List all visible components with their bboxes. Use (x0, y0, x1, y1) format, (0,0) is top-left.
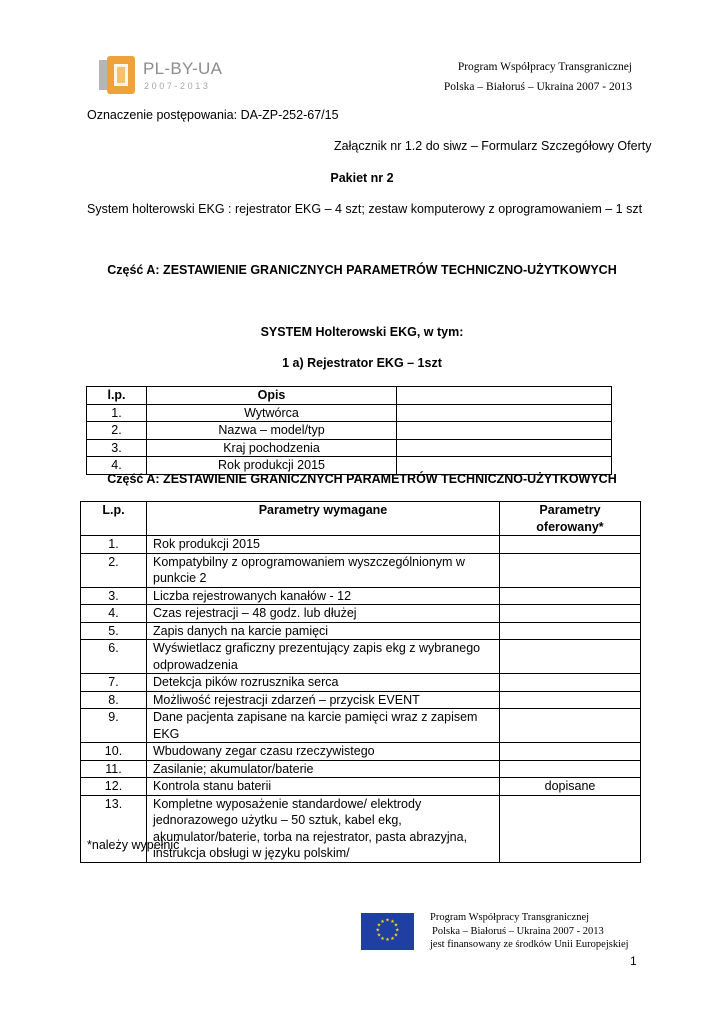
row-parameter (147, 795, 500, 862)
row-parameter: Dane pacjenta zapisane na karcie pamięci wraz z zapisem EKG (147, 709, 500, 743)
row-number: 4. (81, 605, 147, 623)
row-number: 3. (87, 439, 147, 457)
svg-text:★: ★ (390, 918, 395, 925)
row-parameter: Detekcja pików rozrusznika serca (147, 674, 500, 692)
header-required-params: Parametry wymagane (147, 502, 500, 536)
table-header-row (81, 502, 641, 536)
row-offered-cell[interactable] (500, 587, 641, 605)
row-offered-cell[interactable] (500, 640, 641, 674)
logo-years: 2007-2013 (144, 81, 211, 91)
logo-icon (99, 56, 135, 94)
row-number: 9. (81, 709, 147, 743)
row-number: 3. (81, 587, 147, 605)
row-parameter-line: Wyświetlacz graficzny prezentujący zapis ekg z wybranego (153, 641, 481, 655)
part-a-title: Część A: ZESTAWIENIE GRANICZNYCH PARAMETRÓW TECHNICZNO-UŻYTKOWYCH (107, 263, 617, 277)
row-offered-cell[interactable] (500, 622, 641, 640)
row-offered-cell[interactable] (500, 743, 641, 761)
table-row (81, 674, 641, 692)
row-parameter-line: Kompletne wyposażenie standardowe/ elektrody (153, 796, 422, 811)
table-row (81, 605, 641, 623)
row-value-cell[interactable] (397, 422, 612, 440)
row-offered-cell[interactable] (500, 691, 641, 709)
table-row (87, 439, 612, 457)
svg-text:★: ★ (380, 935, 385, 942)
row-description: Nazwa – model/typ (147, 422, 397, 440)
program-logo (99, 56, 229, 96)
row-value-cell[interactable] (397, 439, 612, 457)
row-number: 10. (81, 743, 147, 761)
row-parameter-line: punkcie 2 (153, 571, 207, 585)
logo-name: PL-BY-UA (143, 59, 223, 78)
row-parameter: Zasilanie; akumulator/baterie (147, 760, 500, 778)
header-lp: l.p. (87, 387, 147, 405)
fill-in-note: *należy wypełnić (87, 838, 180, 852)
eu-stars (361, 913, 414, 950)
row-parameter-line: jednorazowego użytku – 50 sztuk, kabel ekg, (153, 813, 402, 827)
svg-text:★: ★ (393, 932, 399, 939)
table-row (81, 536, 641, 554)
eu-flag-icon (361, 913, 414, 950)
recorder-title: 1 a) Rejestrator EKG – 1szt (282, 356, 442, 370)
header-value (397, 387, 612, 405)
row-parameter (147, 553, 500, 587)
row-offered-cell[interactable] (500, 795, 641, 862)
row-offered-cell[interactable] (500, 674, 641, 692)
row-number: 1. (81, 536, 147, 554)
svg-text:★: ★ (385, 937, 390, 944)
row-parameter: Rok produkcji 2015 (147, 536, 500, 554)
row-description: Wytwórca (147, 404, 397, 422)
svg-text:★: ★ (375, 927, 380, 934)
svg-text:★: ★ (393, 922, 399, 929)
header-offered-line-1: Parametry (539, 503, 601, 517)
row-parameter: Kontrola stanu baterii (147, 778, 500, 796)
program-line-2: Polska – Białoruś – Ukraina 2007 - 2013 (443, 81, 632, 93)
header-lp: L.p. (81, 502, 147, 536)
row-offered-cell[interactable]: dopisane (500, 778, 641, 796)
row-parameter: Zapis danych na karcie pamięci (147, 622, 500, 640)
row-parameter (147, 640, 500, 674)
row-number: 4. (87, 457, 147, 475)
part-a-title-2: Część A: ZESTAWIENIE GRANICZNYCH PARAMETRÓW TECHNICZNO-UŻYTKOWYCH (107, 472, 617, 486)
package-title: Pakiet nr 2 (330, 171, 394, 185)
row-number: 2. (81, 553, 147, 587)
row-offered-cell[interactable] (500, 709, 641, 743)
footer-line-1: Program Współpracy Transgranicznej (430, 912, 590, 923)
row-value-cell[interactable] (397, 404, 612, 422)
svg-text:★: ★ (395, 927, 400, 934)
subject-line: System holterowski EKG : rejestrator EKG – 4 szt; zestaw komputerowy z oprogramowaniem – 1 szt (87, 202, 643, 216)
row-parameter-line: akumulator/baterie, torba na rejestrator, pasta abrazyjna, (153, 829, 468, 844)
row-parameter-line: instrukcja obsługi w języku polskim/ (153, 846, 350, 860)
row-parameter-line: Kompatybilny z oprogramowaniem wyszczególnionym w (153, 554, 465, 569)
header-offered-line-2: oferowany* (536, 519, 604, 534)
row-number: 11. (81, 760, 147, 778)
row-parameter: Możliwość rejestracji zdarzeń – przycisk EVENT (147, 691, 500, 709)
row-parameter: Liczba rejestrowanych kanałów - 12 (147, 587, 500, 605)
program-header (444, 57, 632, 97)
table-row (81, 743, 641, 761)
table-row (81, 778, 641, 796)
table-row (81, 709, 641, 743)
row-number: 2. (87, 422, 147, 440)
table-row (81, 691, 641, 709)
footer-line-2: Polska – Białoruś – Ukraina 2007 - 2013 (432, 925, 604, 937)
procedure-reference: Oznaczenie postępowania: DA-ZP-252-67/15 (87, 108, 339, 122)
row-parameter: Czas rejestracji – 48 godz. lub dłużej (147, 605, 500, 623)
row-number: 8. (81, 691, 147, 709)
row-number: 12. (81, 778, 147, 796)
header-offered-params (500, 502, 641, 536)
svg-text:★: ★ (380, 918, 385, 925)
table-row (81, 760, 641, 778)
attachment-title: Załącznik nr 1.2 do siwz – Formularz Szczegółowy Oferty (334, 139, 652, 153)
row-description: Rok produkcji 2015 (147, 457, 397, 475)
program-line-1: Program Współpracy Transgranicznej (457, 61, 632, 73)
table-row (81, 640, 641, 674)
row-parameter: Wbudowany zegar czasu rzeczywistego (147, 743, 500, 761)
svg-text:★: ★ (385, 917, 390, 924)
row-number: 6. (81, 640, 147, 674)
row-offered-cell[interactable] (500, 553, 641, 587)
row-number: 5. (81, 622, 147, 640)
table-row (87, 422, 612, 440)
table-row (81, 587, 641, 605)
row-parameter-line: odprowadzenia (153, 657, 238, 672)
row-description: Kraj pochodzenia (147, 439, 397, 457)
row-offered-cell[interactable] (500, 605, 641, 623)
row-offered-cell[interactable] (500, 760, 641, 778)
table-header-row (87, 387, 612, 405)
svg-text:★: ★ (376, 932, 382, 939)
row-number: 7. (81, 674, 147, 692)
row-number: 13. (81, 795, 147, 862)
table-row (81, 553, 641, 587)
parameters-table (80, 501, 641, 863)
table-row (81, 622, 641, 640)
footer-line-3: jest finansowany ze środków Unii Europejskiej (430, 939, 629, 950)
manufacturer-table (86, 386, 612, 475)
page-number: 1 (630, 954, 637, 968)
svg-text:★: ★ (376, 922, 382, 929)
header-opis: Opis (147, 387, 397, 405)
row-offered-cell[interactable] (500, 536, 641, 554)
svg-text:★: ★ (390, 935, 395, 942)
system-title: SYSTEM Holterowski EKG, w tym: (260, 325, 464, 339)
footer-funding-note (430, 911, 629, 952)
row-number: 1. (87, 404, 147, 422)
table-row (87, 404, 612, 422)
